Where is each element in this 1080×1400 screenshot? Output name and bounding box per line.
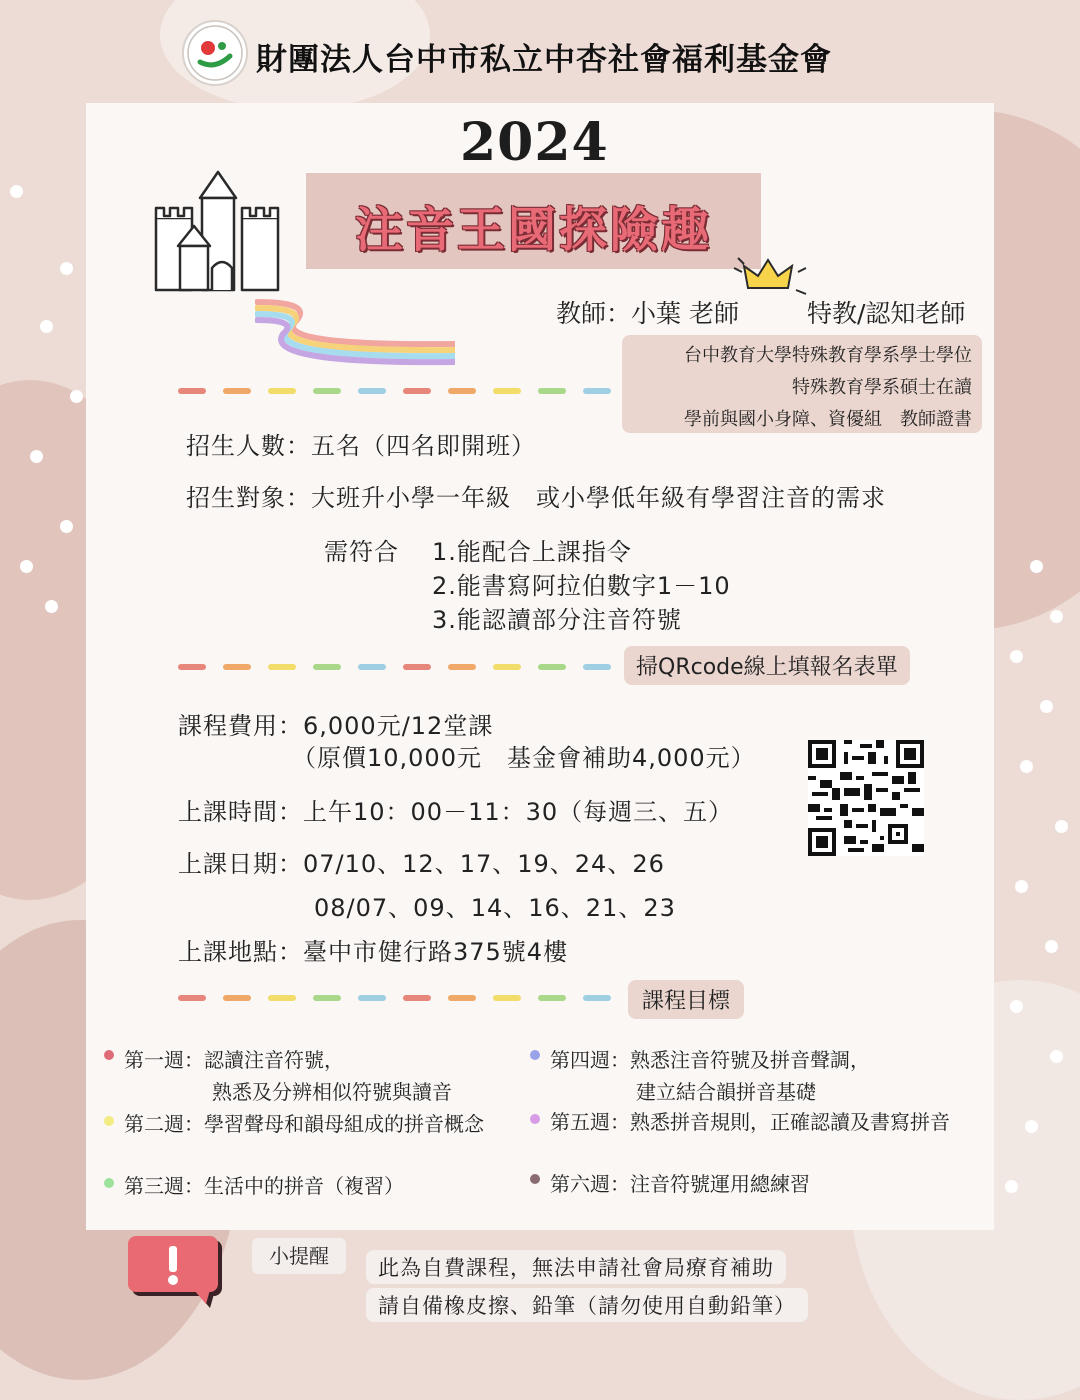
enrollment-count: 招生人數：五名（四名即開班）	[186, 432, 536, 460]
goal-bullet	[530, 1114, 540, 1124]
goal-week-1: 第一週：認讀注音符號，	[124, 1048, 344, 1072]
requirement-item: 3.能認讀部分注音符號	[432, 606, 682, 634]
alert-icon	[128, 1236, 232, 1310]
goal-week-4: 第四週：熟悉注音符號及拼音聲調，	[550, 1048, 870, 1072]
logo	[182, 20, 248, 86]
goal-bullet	[104, 1116, 114, 1126]
qr-code[interactable]	[808, 740, 924, 856]
course-title: 注音王國探險趣	[354, 202, 712, 258]
title-box	[306, 173, 761, 269]
course-time: 上課時間：上午10：00－11：30（每週三、五）	[178, 798, 734, 826]
goals-tag: 課程目標	[628, 980, 744, 1019]
goal-bullet	[530, 1174, 540, 1184]
reminder-label: 小提醒	[252, 1238, 346, 1274]
goal-week-6: 第六週：注音符號運用總練習	[550, 1172, 810, 1196]
requirements-label: 需符合	[324, 538, 399, 566]
course-fee: 課程費用：6,000元/12堂課	[178, 712, 494, 740]
goal-bullet	[530, 1050, 540, 1060]
year-title: 2024	[460, 112, 609, 173]
requirement-item: 2.能書寫阿拉伯數字1－10	[432, 572, 731, 600]
credential-line: 特殊教育學系碩士在讀	[792, 377, 972, 398]
teacher-role: 特教/認知老師	[807, 299, 966, 328]
goal-week-1-cont: 熟悉及分辨相似符號與讀音	[212, 1080, 452, 1104]
org-name: 財團法人台中市私立中杏社會福利基金會	[256, 42, 832, 78]
course-dates-cont: 08/07、09、14、16、21、23	[314, 894, 676, 922]
teacher-name: 教師：小葉 老師	[556, 299, 739, 328]
reminder-line: 此為自費課程，無法申請社會局療育補助	[366, 1250, 786, 1284]
requirement-item: 1.能配合上課指令	[432, 538, 632, 566]
credential-line: 台中教育大學特殊教育學系學士學位	[684, 345, 972, 366]
goal-bullet	[104, 1050, 114, 1060]
goal-week-2: 第二週：學習聲母和韻母組成的拼音概念	[124, 1112, 484, 1136]
credential-line: 學前與國小身障、資優組 教師證書	[684, 409, 972, 430]
crown-icon	[730, 254, 810, 298]
castle-icon	[150, 168, 285, 303]
course-dates: 上課日期：07/10、12、17、19、24、26	[178, 850, 665, 878]
course-location: 上課地點：臺中市健行路375號4樓	[178, 938, 569, 966]
goal-week-5: 第五週：熟悉拼音規則，正確認讀及書寫拼音	[550, 1110, 950, 1134]
credentials-box	[622, 335, 982, 433]
rainbow-path	[255, 298, 455, 368]
goal-bullet	[104, 1178, 114, 1188]
signup-tag: 掃QRcode線上填報名表單	[624, 646, 910, 685]
course-fee-note: （原價10,000元 基金會補助4,000元）	[292, 744, 756, 772]
goal-week-4-cont: 建立結合韻拼音基礎	[636, 1080, 816, 1104]
goal-week-3: 第三週：生活中的拼音（複習）	[124, 1174, 404, 1198]
reminder-line: 請自備橡皮擦、鉛筆（請勿使用自動鉛筆）	[366, 1288, 808, 1322]
enrollment-target: 招生對象：大班升小學一年級 或小學低年級有學習注音的需求	[186, 484, 886, 512]
